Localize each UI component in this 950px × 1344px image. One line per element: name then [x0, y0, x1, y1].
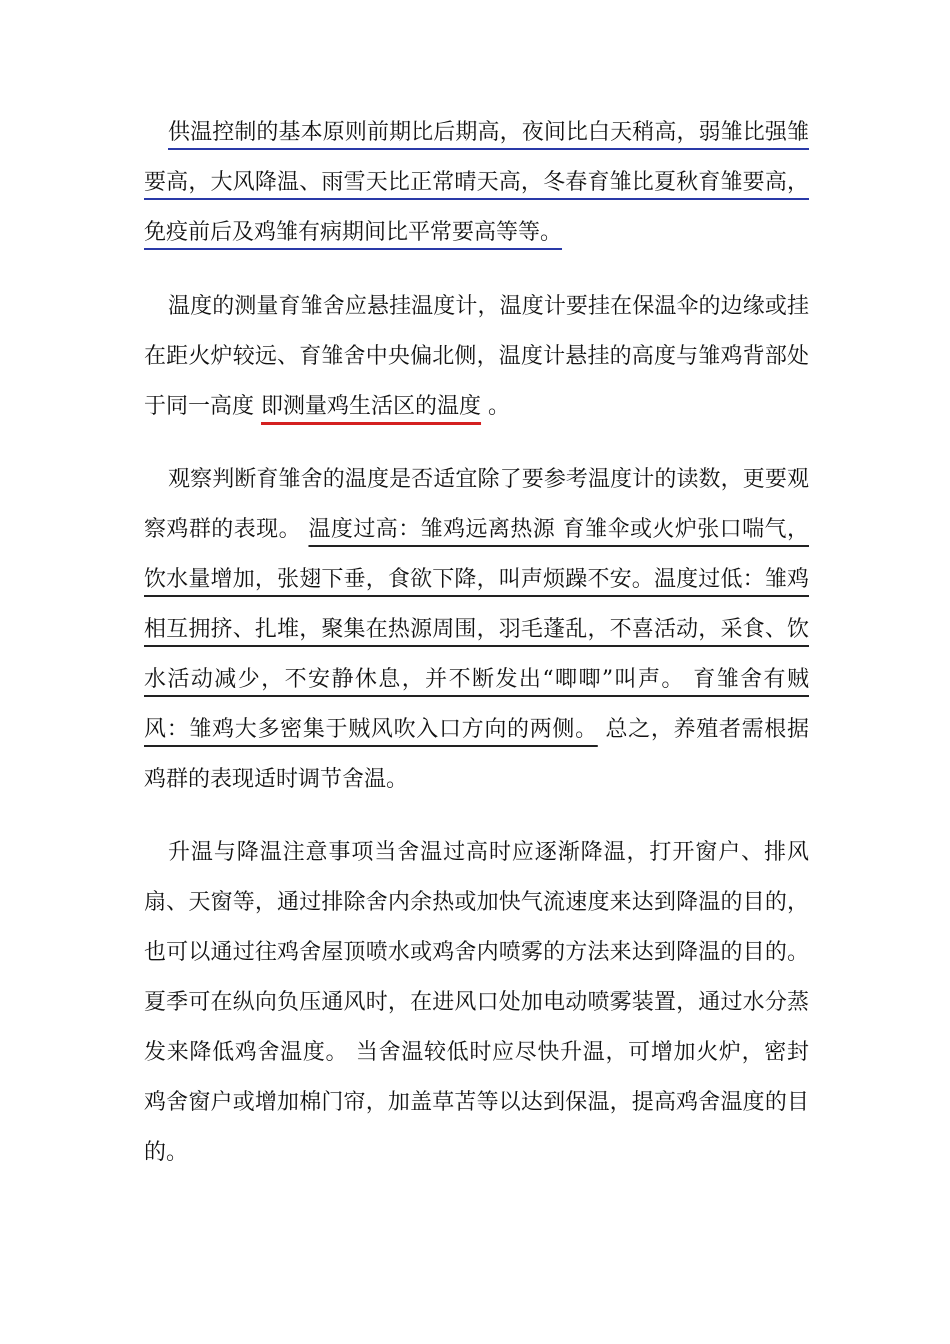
- paragraph-text-end: 。: [488, 394, 511, 419]
- paragraph-text-end: 总之，养殖者需根据鸡群的表现适时调节舍温。: [144, 717, 809, 792]
- paragraph-observation: [144, 455, 809, 805]
- paragraph-text: 观察判断育雏舍的温度是否适宜除了要参考温度计的读数，更要观察鸡群的表现。: [144, 467, 809, 542]
- paragraph-heating-cooling: [144, 828, 809, 1178]
- paragraph-text: 温度的测量育雏舍应悬挂温度计，温度计要挂在保温伞的边缘或挂在距火炉较远、育雏舍中央偏北侧，温度计悬挂的高度与雏鸡背部处于同一高度: [144, 294, 809, 419]
- underlined-text-symptoms: 温度过高：雏鸡远离热源 育雏伞或火炉张口喘气，饮水量增加，张翅下垂，食欲下降，叫声烦躁不安。温度过低：雏鸡相互拥挤、扎堆，聚集在热源周围，羽毛蓬乱，不喜活动，采食、饮水活动减少，不安静休息，并不断发出“唧唧”叫声。 育雏舍有贼风：雏鸡大多密集于贼风吹入口方向的两侧。: [144, 517, 809, 742]
- underlined-text-principles: 供温控制的基本原则前期比后期高，夜间比白天稍高，弱雏比强雏要高，大风降温、雨雪天比正常晴天高，冬春育雏比夏秋育雏要高，免疫前后及鸡雏有病期间比平常要高等等。: [144, 120, 809, 245]
- paragraph-text: 升温与降温注意事项当舍温过高时应逐渐降温，打开窗户、排风扇、天窗等，通过排除舍内余热或加快气流速度来达到降温的目的，也可以通过往鸡舍屋顶喷水或鸡舍内喷雾的方法来达到降温的目的。夏季可在纵向负压通风时，在进风口处加电动喷雾装置，通过水分蒸发来降低鸡舍温度。 当舍温较低时应尽快升温，可增加火炉，密封鸡舍窗户或增加棉门帘，加盖草苫等以达到保温，提高鸡舍温度的目的。: [144, 840, 809, 1165]
- paragraph-temperature-measurement: [144, 282, 809, 432]
- paragraph-temperature-principles: [144, 108, 809, 258]
- underlined-text-measurement: 即测量鸡生活区的温度: [261, 394, 482, 419]
